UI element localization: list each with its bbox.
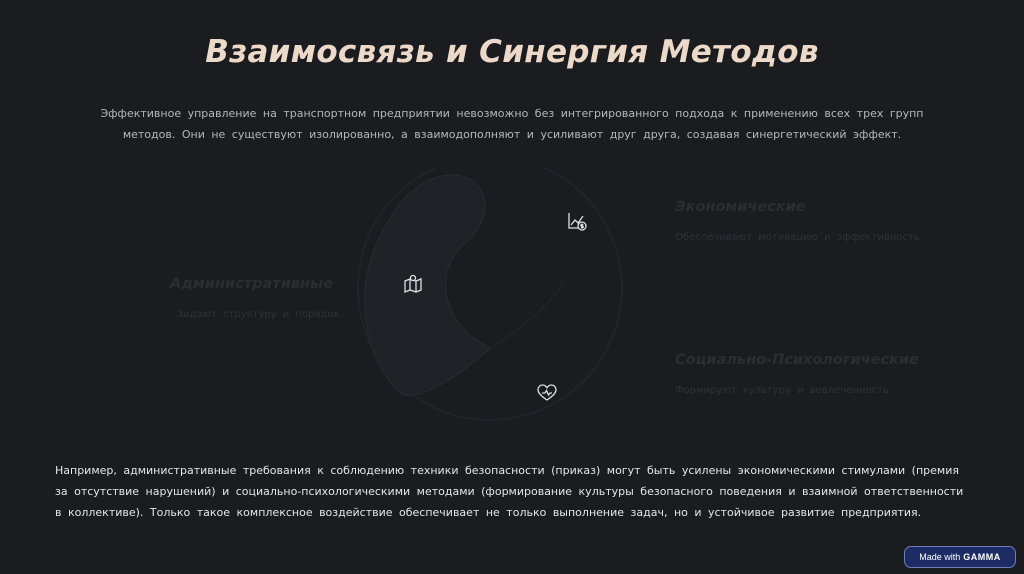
methods-diagram [340, 168, 680, 428]
page-title: Взаимосвязь и Синергия Методов [205, 34, 819, 70]
economic-description: Обеспечивают мотивацию и эффективность. [675, 232, 923, 243]
intro-paragraph: Эффективное управление на транспортном предприятии невозможно без интегрированного подхода к применению всех трех групп методов. Они не существуют изолированно, а взаимодополняют и усиливают друг друга, создавая синергетический эффект. [100, 107, 924, 141]
social-description: Формируют культуру и вовлеченность. [675, 385, 893, 396]
chart-dollar-icon [566, 210, 588, 232]
example-paragraph: Например, административные требования к соблюдению техники безопасности (приказ) могут быть усилены экономическими стимулами (премия за отсутствие нарушений) и социально-психологическими методами (формирование культуры безопасного поведения и взаимной ответственности в коллективе). Только такое комплексное воздействие обеспечивает не только выполнение задач, но и устойчивое развитие предприятия. [55, 464, 964, 519]
heart-hands-icon [536, 382, 558, 404]
social-title: Социально-Психологические [675, 352, 919, 368]
diagram-circle [340, 168, 680, 428]
badge-brand: GAMMA [963, 552, 1001, 562]
administrative-description: Задают структуру и порядок. [177, 309, 343, 320]
map-pin-icon [402, 272, 424, 294]
economic-title: Экономические [675, 199, 806, 215]
administrative-title: Административные [170, 276, 333, 292]
made-with-gamma-badge[interactable] [904, 546, 1016, 568]
badge-prefix: Made with [919, 552, 961, 562]
